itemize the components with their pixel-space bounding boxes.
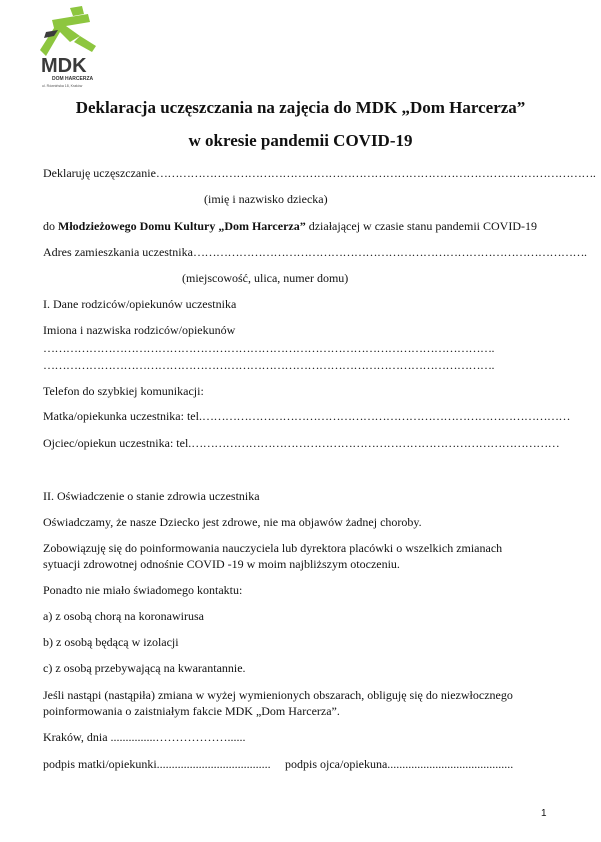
section1-heading: I. Dane rodziców/opiekunów uczestnika [43,297,237,311]
address-dots[interactable]: …………………………………………………………………………………………. [192,245,587,259]
institution-prefix: do [43,219,58,233]
address-hint: (miejscowość, ulica, numer domu) [182,271,349,285]
mother-phone-line [43,409,570,423]
place-date-field[interactable]: Kraków, dnia ...............………………...... [43,730,246,744]
institution-line [43,219,537,233]
contact-item-c: c) z osobą przebywającą na kwarantannie. [43,661,246,675]
phone-label: Telefon do szybkiej komunikacji: [43,384,204,398]
declare-dots[interactable]: ……………………………………………………………………………………………………. [155,166,596,180]
contact-statement: Ponadto nie miało świadomego kontaktu: [43,583,243,597]
page-number: 1 [541,808,547,819]
declare-label: Deklaruję uczęszczanie [43,166,156,180]
section2-heading: II. Oświadczenie o stanie zdrowia uczestnika [43,489,260,503]
institution-suffix: działającej w czasie stanu pandemii COVID-19 [305,219,537,233]
address-line [43,245,586,259]
logo-wordmark: MDK [41,55,87,77]
document-title: Deklaracja uczęszczania na zajęcia do MDK „Dom Harcerza” [75,98,526,117]
parents-names-dots-1[interactable]: ………………………………………………………………………………………………………. [43,341,494,355]
parents-names-dots-2[interactable]: ………………………………………………………………………………………………………. [43,358,494,372]
obligation-line-2: sytuacji zdrowotnej odnośnie COVID -19 w moim najbliższym otoczeniu. [43,557,400,571]
declare-line [43,166,595,180]
parents-names-label: Imiona i nazwiska rodziców/opiekunów [43,323,236,337]
mdk-logo [40,6,100,92]
father-phone-label: Ojciec/opiekun uczestnika: tel. [43,436,192,450]
logo-subtitle: DOM HARCERZA [52,76,94,82]
father-phone-line [43,436,559,450]
health-statement: Oświadczamy, że nasze Dziecko jest zdrowe, nie ma objawów żadnej choroby. [43,515,422,529]
logo-address: ul. Równińska 18, Kraków [42,84,83,88]
contact-item-b: b) z osobą będącą w izolacji [43,635,179,649]
address-label: Adres zamieszkania uczestnika [43,245,193,259]
change-line-2: poinformowania o zaistniałym fakcie MDK „Dom Harcerza”. [43,704,340,718]
declare-hint: (imię i nazwisko dziecka) [204,192,328,206]
mother-phone-label: Matka/opiekunka uczestnika: tel. [43,409,202,423]
document-subtitle: w okresie pandemii COVID-19 [188,131,413,150]
logo-figure-icon [40,6,100,58]
change-line-1: Jeśli nastąpi (nastąpiła) zmiana w wyżej wymienionych obszarach, obliguję się do niezwłocznego [43,688,513,702]
institution-name: Młodzieżowego Domu Kultury „Dom Harcerza” [58,219,306,233]
father-signature-field[interactable]: podpis ojca/opiekuna.......................................... [285,757,514,771]
obligation-line-1: Zobowiązuję się do poinformowania nauczyciela lub dyrektora placówki o wszelkich zmianach [43,541,503,555]
contact-item-a: a) z osobą chorą na koronawirusa [43,609,204,623]
father-phone-dots[interactable]: …………………………………………………………………………………… [191,436,560,450]
mother-signature-field[interactable]: podpis matki/opiekunki...................................... [43,757,271,771]
mother-phone-dots[interactable]: …………………………………………………………………………………… [201,409,570,423]
